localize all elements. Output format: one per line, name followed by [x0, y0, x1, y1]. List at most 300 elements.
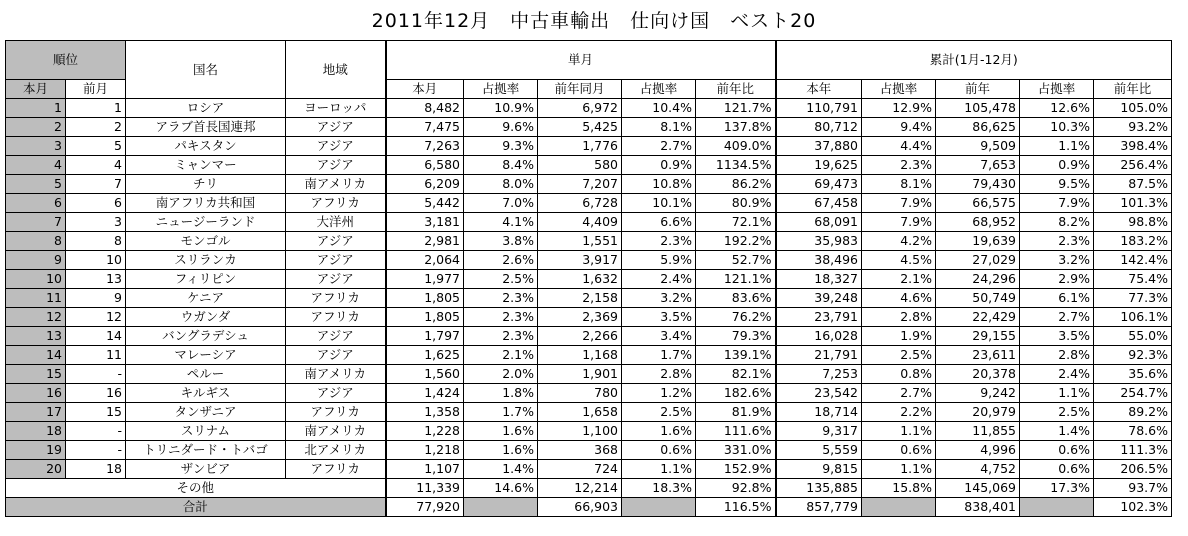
this-year-cell: 67,458 — [776, 194, 862, 213]
share-cell: 2.5% — [464, 270, 538, 289]
share-cell: 3.2% — [622, 289, 696, 308]
header-country: 国名 — [126, 41, 286, 99]
share-cell: 0.6% — [622, 441, 696, 460]
yoy-cell: 105.0% — [1094, 99, 1172, 118]
this-year-cell: 69,473 — [776, 175, 862, 194]
region-cell: アフリカ — [286, 289, 386, 308]
prev-year-month-cell: 1,776 — [538, 137, 622, 156]
current-rank-cell: 6 — [6, 194, 66, 213]
header-share: 占拠率 — [862, 80, 936, 99]
current-rank-cell: 14 — [6, 346, 66, 365]
current-month-cell: 6,580 — [386, 156, 464, 175]
country-name-cell: ペルー — [126, 365, 286, 384]
previous-rank-cell: 18 — [66, 460, 126, 479]
table-row — [6, 384, 1172, 403]
this-year-cell: 16,028 — [776, 327, 862, 346]
current-rank-cell: 16 — [6, 384, 66, 403]
table-row — [6, 99, 1172, 118]
this-year-cell: 7,253 — [776, 365, 862, 384]
table-row — [6, 422, 1172, 441]
share-cell: 3.5% — [1020, 327, 1094, 346]
table-row — [6, 460, 1172, 479]
share-cell: 9.4% — [862, 118, 936, 137]
share-cell: 7.9% — [862, 194, 936, 213]
yoy-cell: 98.8% — [1094, 213, 1172, 232]
yoy-cell: 87.5% — [1094, 175, 1172, 194]
current-month-cell: 1,625 — [386, 346, 464, 365]
prev-year-month-cell: 4,409 — [538, 213, 622, 232]
cell: 18.3% — [622, 479, 696, 498]
yoy-cell: 106.1% — [1094, 308, 1172, 327]
yoy-cell: 89.2% — [1094, 403, 1172, 422]
yoy-cell: 398.4% — [1094, 137, 1172, 156]
share-cell: 2.5% — [1020, 403, 1094, 422]
current-month-cell: 1,805 — [386, 308, 464, 327]
region-cell: アジア — [286, 346, 386, 365]
region-cell: アジア — [286, 251, 386, 270]
yoy-cell: 111.6% — [696, 422, 776, 441]
header-prev-year-month: 前年同月 — [538, 80, 622, 99]
share-cell: 2.3% — [1020, 232, 1094, 251]
this-year-cell: 9,317 — [776, 422, 862, 441]
prev-year-month-cell: 368 — [538, 441, 622, 460]
this-year-cell: 5,559 — [776, 441, 862, 460]
this-year-cell: 23,542 — [776, 384, 862, 403]
cell: 11,339 — [386, 479, 464, 498]
region-cell: アジア — [286, 327, 386, 346]
share-cell: 2.3% — [464, 327, 538, 346]
current-month-cell: 3,181 — [386, 213, 464, 232]
share-cell: 1.7% — [622, 346, 696, 365]
current-rank-cell: 10 — [6, 270, 66, 289]
yoy-cell: 78.6% — [1094, 422, 1172, 441]
cell: 92.8% — [696, 479, 776, 498]
share-cell: 8.0% — [464, 175, 538, 194]
prev-year-month-cell: 1,658 — [538, 403, 622, 422]
yoy-cell: 206.5% — [1094, 460, 1172, 479]
prev-year-month-cell: 780 — [538, 384, 622, 403]
prev-year-month-cell: 2,369 — [538, 308, 622, 327]
current-rank-cell: 2 — [6, 118, 66, 137]
yoy-cell: 121.1% — [696, 270, 776, 289]
header-region: 地域 — [286, 41, 386, 99]
current-rank-cell: 15 — [6, 365, 66, 384]
yoy-cell: 81.9% — [696, 403, 776, 422]
table-row — [6, 308, 1172, 327]
previous-rank-cell: 12 — [66, 308, 126, 327]
region-cell: 大洋州 — [286, 213, 386, 232]
yoy-cell: 76.2% — [696, 308, 776, 327]
yoy-cell: 35.6% — [1094, 365, 1172, 384]
country-name-cell: ロシア — [126, 99, 286, 118]
share-cell: 8.1% — [622, 118, 696, 137]
this-year-cell: 37,880 — [776, 137, 862, 156]
this-year-cell: 21,791 — [776, 346, 862, 365]
share-cell: 2.6% — [464, 251, 538, 270]
current-rank-cell: 8 — [6, 232, 66, 251]
cell: 135,885 — [776, 479, 862, 498]
current-month-cell: 1,107 — [386, 460, 464, 479]
this-year-cell: 19,625 — [776, 156, 862, 175]
export-ranking-table — [5, 40, 1172, 517]
header-share: 占拠率 — [464, 80, 538, 99]
share-cell: 1.6% — [622, 422, 696, 441]
current-rank-cell: 11 — [6, 289, 66, 308]
share-cell: 2.2% — [862, 403, 936, 422]
share-cell: 2.1% — [464, 346, 538, 365]
share-cell: 2.3% — [464, 289, 538, 308]
yoy-cell: 82.1% — [696, 365, 776, 384]
cell: 838,401 — [936, 498, 1020, 517]
prev-year-cell: 50,749 — [936, 289, 1020, 308]
other-row — [6, 479, 1172, 498]
prev-year-cell: 7,653 — [936, 156, 1020, 175]
share-cell: 0.6% — [862, 441, 936, 460]
region-cell: アフリカ — [286, 194, 386, 213]
prev-year-month-cell: 2,266 — [538, 327, 622, 346]
current-rank-cell: 9 — [6, 251, 66, 270]
cell: 66,903 — [538, 498, 622, 517]
current-month-cell: 7,263 — [386, 137, 464, 156]
share-cell: 2.1% — [862, 270, 936, 289]
cell: 145,069 — [936, 479, 1020, 498]
table-row — [6, 441, 1172, 460]
page-title: 2011年12月 中古車輸出 仕向け国 ベスト20 — [371, 10, 817, 32]
country-name-cell: トリニダード・トバゴ — [126, 441, 286, 460]
prev-year-month-cell: 1,901 — [538, 365, 622, 384]
table-row — [6, 346, 1172, 365]
table-row — [6, 289, 1172, 308]
previous-rank-cell: 3 — [66, 213, 126, 232]
country-name-cell: ザンビア — [126, 460, 286, 479]
current-month-cell: 5,442 — [386, 194, 464, 213]
share-cell: 5.9% — [622, 251, 696, 270]
current-month-cell: 1,977 — [386, 270, 464, 289]
current-month-cell: 6,209 — [386, 175, 464, 194]
yoy-cell: 409.0% — [696, 137, 776, 156]
this-year-cell: 35,983 — [776, 232, 862, 251]
current-rank-cell: 12 — [6, 308, 66, 327]
previous-rank-cell: 9 — [66, 289, 126, 308]
yoy-cell: 1134.5% — [696, 156, 776, 175]
this-year-cell: 9,815 — [776, 460, 862, 479]
cell: 102.3% — [1094, 498, 1172, 517]
country-name-cell: マレーシア — [126, 346, 286, 365]
cell: 116.5% — [696, 498, 776, 517]
yoy-cell: 93.2% — [1094, 118, 1172, 137]
prev-year-month-cell: 724 — [538, 460, 622, 479]
prev-year-cell: 4,996 — [936, 441, 1020, 460]
yoy-cell: 152.9% — [696, 460, 776, 479]
current-rank-cell: 18 — [6, 422, 66, 441]
share-cell: 2.7% — [1020, 308, 1094, 327]
table-row — [6, 118, 1172, 137]
previous-rank-cell: - — [66, 365, 126, 384]
table-row — [6, 213, 1172, 232]
yoy-cell: 75.4% — [1094, 270, 1172, 289]
yoy-cell: 121.7% — [696, 99, 776, 118]
current-rank-cell: 3 — [6, 137, 66, 156]
prev-year-cell: 22,429 — [936, 308, 1020, 327]
table-row — [6, 327, 1172, 346]
country-name-cell: キルギス — [126, 384, 286, 403]
yoy-cell: 55.0% — [1094, 327, 1172, 346]
yoy-cell: 139.1% — [696, 346, 776, 365]
cell — [1020, 498, 1094, 517]
cell: 12,214 — [538, 479, 622, 498]
share-cell: 3.4% — [622, 327, 696, 346]
current-month-cell: 1,358 — [386, 403, 464, 422]
yoy-cell: 254.7% — [1094, 384, 1172, 403]
header-prev-year: 前年 — [936, 80, 1020, 99]
share-cell: 1.8% — [464, 384, 538, 403]
current-rank-cell: 4 — [6, 156, 66, 175]
share-cell: 2.8% — [862, 308, 936, 327]
share-cell: 10.3% — [1020, 118, 1094, 137]
header-current-rank: 本月 — [6, 80, 66, 99]
prev-year-cell: 105,478 — [936, 99, 1020, 118]
yoy-cell: 331.0% — [696, 441, 776, 460]
share-cell: 1.7% — [464, 403, 538, 422]
yoy-cell: 83.6% — [696, 289, 776, 308]
total-row — [6, 498, 1172, 517]
header-previous-rank: 前月 — [66, 80, 126, 99]
total-label: 合計 — [6, 498, 386, 517]
cell: 93.7% — [1094, 479, 1172, 498]
prev-year-cell: 9,242 — [936, 384, 1020, 403]
yoy-cell: 111.3% — [1094, 441, 1172, 460]
previous-rank-cell: 6 — [66, 194, 126, 213]
region-cell: アフリカ — [286, 308, 386, 327]
share-cell: 4.6% — [862, 289, 936, 308]
prev-year-cell: 29,155 — [936, 327, 1020, 346]
prev-year-month-cell: 580 — [538, 156, 622, 175]
yoy-cell: 182.6% — [696, 384, 776, 403]
share-cell: 12.9% — [862, 99, 936, 118]
this-year-cell: 18,327 — [776, 270, 862, 289]
region-cell: アジア — [286, 270, 386, 289]
prev-year-month-cell: 1,100 — [538, 422, 622, 441]
yoy-cell: 92.3% — [1094, 346, 1172, 365]
region-cell: 南アメリカ — [286, 365, 386, 384]
share-cell: 2.3% — [622, 232, 696, 251]
prev-year-cell: 20,979 — [936, 403, 1020, 422]
yoy-cell: 142.4% — [1094, 251, 1172, 270]
share-cell: 4.1% — [464, 213, 538, 232]
share-cell: 4.4% — [862, 137, 936, 156]
cell — [464, 498, 538, 517]
this-year-cell: 18,714 — [776, 403, 862, 422]
prev-year-month-cell: 3,917 — [538, 251, 622, 270]
previous-rank-cell: 15 — [66, 403, 126, 422]
prev-year-cell: 9,509 — [936, 137, 1020, 156]
current-rank-cell: 19 — [6, 441, 66, 460]
previous-rank-cell: 4 — [66, 156, 126, 175]
share-cell: 2.4% — [622, 270, 696, 289]
header-share: 占拠率 — [622, 80, 696, 99]
share-cell: 10.1% — [622, 194, 696, 213]
prev-year-month-cell: 7,207 — [538, 175, 622, 194]
yoy-cell: 86.2% — [696, 175, 776, 194]
share-cell: 0.9% — [1020, 156, 1094, 175]
share-cell: 1.1% — [862, 460, 936, 479]
other-label: その他 — [6, 479, 386, 498]
share-cell: 2.9% — [1020, 270, 1094, 289]
share-cell: 10.9% — [464, 99, 538, 118]
prev-year-cell: 27,029 — [936, 251, 1020, 270]
current-month-cell: 1,560 — [386, 365, 464, 384]
cell: 77,920 — [386, 498, 464, 517]
this-year-cell: 39,248 — [776, 289, 862, 308]
yoy-cell: 79.3% — [696, 327, 776, 346]
table-row — [6, 175, 1172, 194]
prev-year-month-cell: 1,632 — [538, 270, 622, 289]
share-cell: 10.4% — [622, 99, 696, 118]
share-cell: 3.8% — [464, 232, 538, 251]
share-cell: 2.5% — [622, 403, 696, 422]
prev-year-cell: 20,378 — [936, 365, 1020, 384]
previous-rank-cell: 14 — [66, 327, 126, 346]
region-cell: 南アメリカ — [286, 422, 386, 441]
region-cell: アフリカ — [286, 460, 386, 479]
country-name-cell: アラブ首長国連邦 — [126, 118, 286, 137]
region-cell: 北アメリカ — [286, 441, 386, 460]
cell: 15.8% — [862, 479, 936, 498]
previous-rank-cell: 1 — [66, 99, 126, 118]
share-cell: 8.4% — [464, 156, 538, 175]
share-cell: 4.2% — [862, 232, 936, 251]
share-cell: 1.6% — [464, 441, 538, 460]
this-year-cell: 68,091 — [776, 213, 862, 232]
previous-rank-cell: 16 — [66, 384, 126, 403]
yoy-cell: 183.2% — [1094, 232, 1172, 251]
share-cell: 2.3% — [464, 308, 538, 327]
share-cell: 7.0% — [464, 194, 538, 213]
region-cell: アジア — [286, 137, 386, 156]
yoy-cell: 80.9% — [696, 194, 776, 213]
share-cell: 2.8% — [622, 365, 696, 384]
share-cell: 1.1% — [1020, 137, 1094, 156]
previous-rank-cell: 2 — [66, 118, 126, 137]
country-name-cell: モンゴル — [126, 232, 286, 251]
header-current-month: 本月 — [386, 80, 464, 99]
current-month-cell: 1,424 — [386, 384, 464, 403]
region-cell: アジア — [286, 118, 386, 137]
cell: 857,779 — [776, 498, 862, 517]
country-name-cell: タンザニア — [126, 403, 286, 422]
region-cell: アジア — [286, 156, 386, 175]
previous-rank-cell: - — [66, 422, 126, 441]
table-row — [6, 365, 1172, 384]
prev-year-cell: 86,625 — [936, 118, 1020, 137]
share-cell: 4.5% — [862, 251, 936, 270]
share-cell: 1.6% — [464, 422, 538, 441]
header-rank: 順位 — [6, 41, 126, 80]
country-name-cell: スリナム — [126, 422, 286, 441]
share-cell: 0.6% — [1020, 460, 1094, 479]
current-rank-cell: 5 — [6, 175, 66, 194]
previous-rank-cell: 5 — [66, 137, 126, 156]
current-month-cell: 1,805 — [386, 289, 464, 308]
region-cell: アフリカ — [286, 403, 386, 422]
share-cell: 10.8% — [622, 175, 696, 194]
current-rank-cell: 1 — [6, 99, 66, 118]
current-month-cell: 1,228 — [386, 422, 464, 441]
table-row — [6, 232, 1172, 251]
table-row — [6, 194, 1172, 213]
share-cell: 1.4% — [464, 460, 538, 479]
share-cell: 6.6% — [622, 213, 696, 232]
current-rank-cell: 17 — [6, 403, 66, 422]
country-name-cell: パキスタン — [126, 137, 286, 156]
prev-year-cell: 68,952 — [936, 213, 1020, 232]
cell — [622, 498, 696, 517]
previous-rank-cell: 13 — [66, 270, 126, 289]
previous-rank-cell: - — [66, 441, 126, 460]
table-row — [6, 156, 1172, 175]
cell — [862, 498, 936, 517]
share-cell: 1.1% — [622, 460, 696, 479]
prev-year-cell: 23,611 — [936, 346, 1020, 365]
yoy-cell: 77.3% — [1094, 289, 1172, 308]
current-month-cell: 1,797 — [386, 327, 464, 346]
current-month-cell: 2,981 — [386, 232, 464, 251]
country-name-cell: スリランカ — [126, 251, 286, 270]
country-name-cell: バングラデシュ — [126, 327, 286, 346]
prev-year-cell: 19,639 — [936, 232, 1020, 251]
share-cell: 3.5% — [622, 308, 696, 327]
share-cell: 1.1% — [1020, 384, 1094, 403]
share-cell: 2.8% — [1020, 346, 1094, 365]
share-cell: 9.5% — [1020, 175, 1094, 194]
prev-year-cell: 4,752 — [936, 460, 1020, 479]
this-year-cell: 110,791 — [776, 99, 862, 118]
country-name-cell: チリ — [126, 175, 286, 194]
country-name-cell: ケニア — [126, 289, 286, 308]
region-cell: ヨーロッパ — [286, 99, 386, 118]
table-row — [6, 251, 1172, 270]
share-cell: 2.7% — [862, 384, 936, 403]
header-share: 占拠率 — [1020, 80, 1094, 99]
previous-rank-cell: 8 — [66, 232, 126, 251]
share-cell: 2.5% — [862, 346, 936, 365]
country-name-cell: フィリピン — [126, 270, 286, 289]
region-cell: アジア — [286, 384, 386, 403]
share-cell: 0.8% — [862, 365, 936, 384]
table-row — [6, 137, 1172, 156]
header-monthly: 単月 — [386, 41, 776, 80]
yoy-cell: 52.7% — [696, 251, 776, 270]
header-this-year: 本年 — [776, 80, 862, 99]
share-cell: 2.0% — [464, 365, 538, 384]
header-yoy: 前年比 — [696, 80, 776, 99]
previous-rank-cell: 10 — [66, 251, 126, 270]
table-row — [6, 270, 1172, 289]
this-year-cell: 23,791 — [776, 308, 862, 327]
current-rank-cell: 13 — [6, 327, 66, 346]
this-year-cell: 38,496 — [776, 251, 862, 270]
share-cell: 7.9% — [1020, 194, 1094, 213]
share-cell: 1.9% — [862, 327, 936, 346]
share-cell: 9.3% — [464, 137, 538, 156]
header-cumulative: 累計(1月-12月) — [776, 41, 1172, 80]
share-cell: 1.4% — [1020, 422, 1094, 441]
share-cell: 0.9% — [622, 156, 696, 175]
previous-rank-cell: 11 — [66, 346, 126, 365]
share-cell: 3.2% — [1020, 251, 1094, 270]
current-rank-cell: 7 — [6, 213, 66, 232]
yoy-cell: 192.2% — [696, 232, 776, 251]
